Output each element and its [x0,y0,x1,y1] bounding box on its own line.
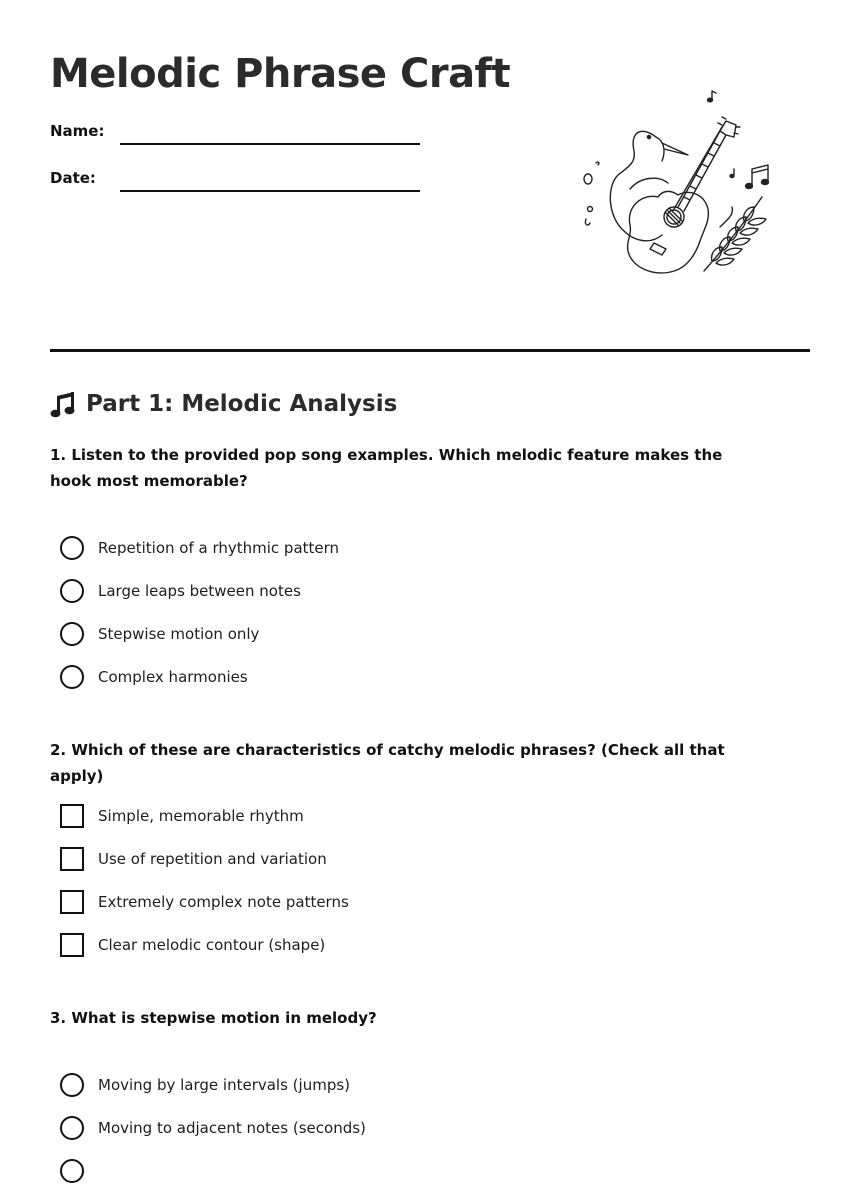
worksheet-title: Melodic Phrase Craft [50,51,511,97]
question-1-option-2[interactable] [60,578,301,604]
question-3-option-3-partial[interactable] [60,1158,98,1184]
question-2-option-4[interactable] [60,932,325,958]
question-3-text: 3. What is stepwise motion in melody? [50,1009,377,1027]
question-3-option-1[interactable] [60,1072,350,1098]
guitar-bird-illustration [570,85,780,285]
checkbox[interactable] [60,804,84,828]
guitar-bird-music-notes-icon [570,85,780,285]
question-1-option-3[interactable] [60,621,259,647]
checkbox[interactable] [60,890,84,914]
radio-button[interactable] [60,536,84,560]
question-1-option-1[interactable] [60,535,339,561]
section-heading-text: Part 1: Melodic Analysis [86,391,398,417]
question-1-text: 1. Listen to the provided pop song examples. Which melodic feature makes the hook most memorable? [50,446,723,490]
radio-button[interactable] [60,1159,84,1183]
option-label: Large leaps between notes [98,582,301,600]
music-note-icon [50,390,76,418]
option-label: Moving to adjacent notes (seconds) [98,1119,366,1137]
question-1-option-4[interactable] [60,664,248,690]
date-field[interactable] [120,190,420,192]
option-label: Extremely complex note patterns [98,893,349,911]
option-label: Clear melodic contour (shape) [98,936,326,954]
question-3-option-2[interactable] [60,1115,366,1141]
option-label: Stepwise motion only [98,625,260,643]
question-2-option-2[interactable] [60,846,327,872]
option-label: Simple, memorable rhythm [98,807,304,825]
date-label: Date: [50,169,96,187]
question-2-option-3[interactable] [60,889,349,915]
radio-button[interactable] [60,1116,84,1140]
question-2-option-1[interactable] [60,803,304,829]
radio-button[interactable] [60,665,84,689]
name-field[interactable] [120,143,420,145]
option-label: Complex harmonies [98,668,248,686]
option-label: Repetition of a rhythmic pattern [98,539,340,557]
option-label: Moving by large intervals (jumps) [98,1076,351,1094]
section-heading [50,386,397,422]
checkbox[interactable] [60,847,84,871]
question-2-text: 2. Which of these are characteristics of catchy melodic phrases? (Check all that apply) [50,741,725,785]
checkbox[interactable] [60,933,84,957]
radio-button[interactable] [60,622,84,646]
name-label: Name: [50,122,105,140]
option-label: Use of repetition and variation [98,850,327,868]
radio-button[interactable] [60,579,84,603]
radio-button[interactable] [60,1073,84,1097]
header-divider [50,349,810,352]
